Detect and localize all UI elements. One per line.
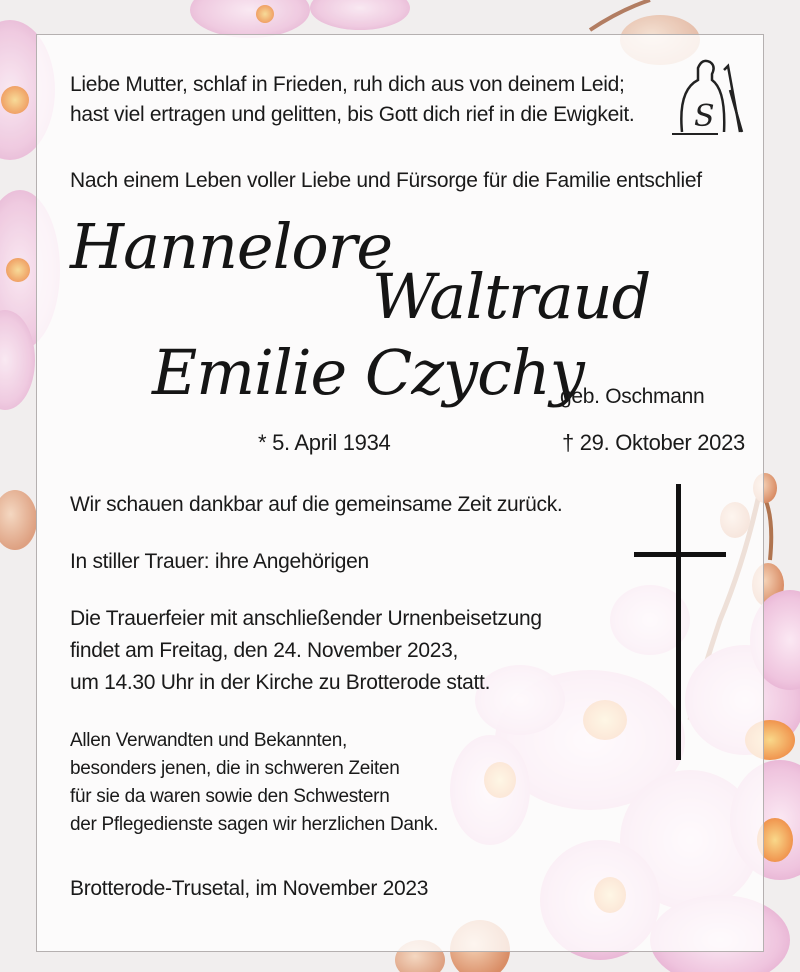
poem-line-1: Liebe Mutter, schlaf in Frieden, ruh dich aus von deinem Leid; [70, 73, 625, 96]
closing-text: Brotterode-Trusetal, im November 2023 [70, 877, 429, 900]
thanks-line-4: der Pflegedienste sagen wir herzlichen Dank. [70, 814, 439, 835]
logo-letter: S [694, 99, 715, 134]
thanks-line-2: besonders jenen, die in schweren Zeiten [70, 758, 400, 779]
birth-date: * 5. April 1934 [258, 430, 391, 455]
poem-line-2: hast viel ertragen und gelitten, bis Gott dich rief in die Ewigkeit. [70, 103, 635, 126]
death-date: † 29. Oktober 2023 [562, 430, 745, 455]
ceremony-line-1: Die Trauerfeier mit anschließender Urnenbeisetzung [70, 607, 542, 630]
full-name: Emilie Czychy [152, 336, 584, 409]
cross-icon [634, 484, 726, 760]
thanks-line-1: Allen Verwandten und Bekannten, [70, 730, 347, 751]
ceremony-info [70, 603, 542, 699]
gratitude-text: Wir schauen dankbar auf die gemeinsame Zeit zurück. [70, 493, 563, 516]
ceremony-line-2: findet am Freitag, den 24. November 2023, [70, 639, 459, 662]
poem [70, 70, 634, 130]
first-name: Hannelore [70, 210, 393, 283]
thanks-line-3: für sie da waren sowie den Schwestern [70, 786, 390, 807]
mourners-text: In stiller Trauer: ihre Angehörigen [70, 550, 369, 573]
intro-text: Nach einem Leben voller Liebe und Fürsorge für die Familie entschlief [70, 169, 702, 192]
undertaker-logo-icon [668, 50, 744, 140]
thanks-text [70, 727, 438, 839]
second-name: Waltraud [372, 260, 651, 333]
maiden-name: geb. Oschmann [560, 385, 705, 408]
ceremony-line-3: um 14.30 Uhr in der Kirche zu Brotterode statt. [70, 671, 491, 694]
